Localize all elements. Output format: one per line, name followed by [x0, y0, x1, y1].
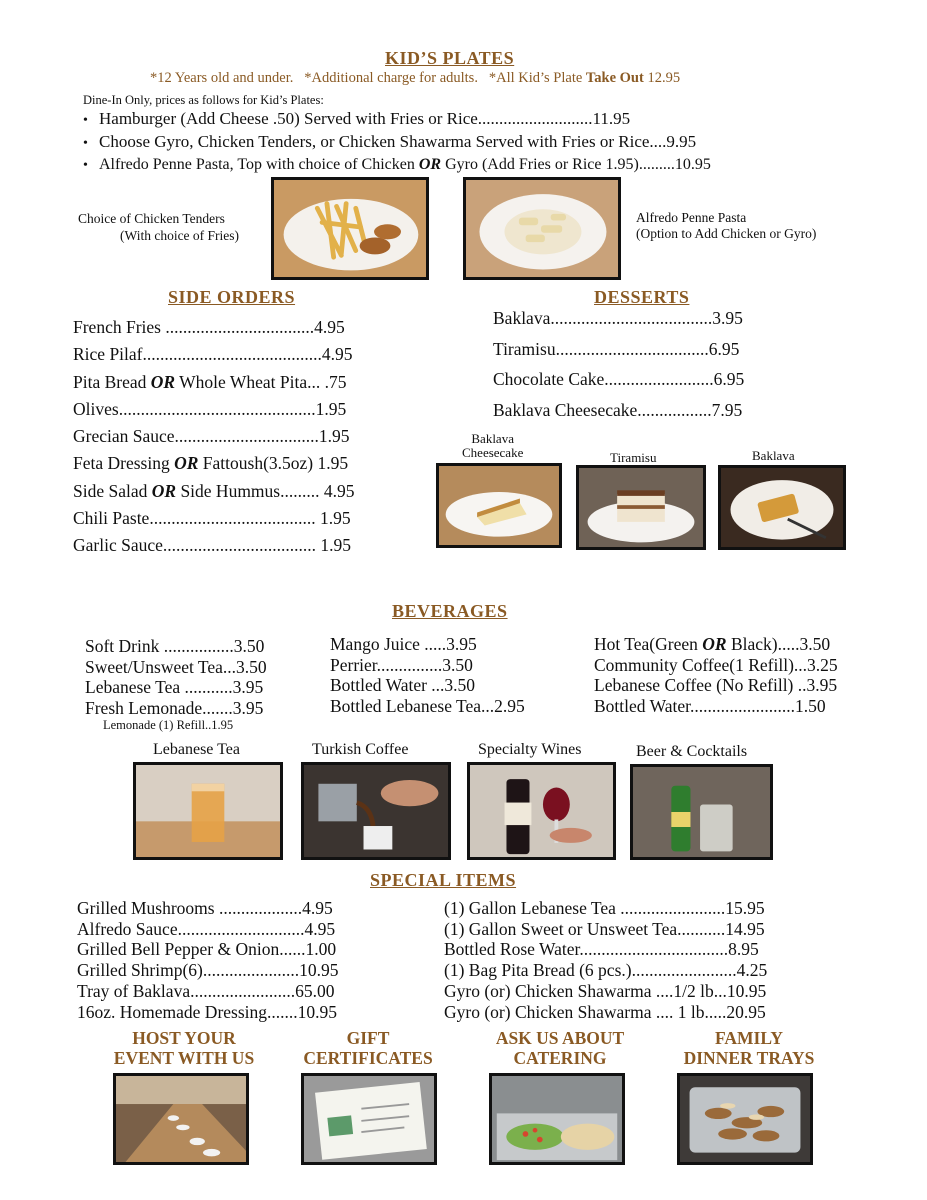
sides-list: [73, 314, 354, 560]
photo-catering: [489, 1073, 625, 1165]
special-item: Gyro (or) Chicken Shawarma ....1/2 lb...10.95: [444, 980, 767, 1001]
side-item: Feta Dressing OR Fattoush(3.5oz) 1.95: [73, 453, 349, 474]
beverages-col-2: [330, 634, 525, 716]
kids-notes: *12 Years old and under. *Additional charge for adults. *All Kid’s Plate Take Out 12.95: [150, 70, 681, 86]
beverage-item: Community Coffee(1 Refill)...3.25: [594, 654, 838, 675]
special-item: Grilled Bell Pepper & Onion......1.00: [77, 939, 337, 960]
photo-event-hall: [113, 1073, 249, 1165]
beverage-item: Sweet/Unsweet Tea...3.50: [85, 656, 267, 677]
promo-family-trays: FAMILY DINNER TRAYS: [683, 1028, 815, 1068]
side-item: Rice Pilaf.........................................4.95: [73, 344, 353, 365]
special-item: (1) Gallon Lebanese Tea ........................15.95: [444, 898, 765, 918]
special-item: Tray of Baklava........................65.00: [77, 980, 335, 1001]
beverage-item: Mango Juice .....3.95: [330, 634, 477, 654]
dessert-item: Chocolate Cake.........................6.95: [493, 369, 745, 389]
caption-turkish-coffee: Turkish Coffee: [312, 741, 409, 758]
caption-baklava: Baklava: [752, 448, 795, 463]
special-item: Alfredo Sauce.............................4.95: [77, 918, 336, 939]
caption-lebanese-tea: Lebanese Tea: [153, 741, 240, 758]
side-item: Pita Bread OR Whole Wheat Pita... .75: [73, 371, 347, 392]
caption-tiramisu: Tiramisu: [610, 450, 657, 465]
desserts-list: [493, 303, 744, 425]
promo-gift-certificates: GIFT CERTIFICATES: [303, 1028, 433, 1068]
dessert-item: Baklava Cheesecake.................7.95: [493, 399, 743, 420]
beverage-item: Perrier...............3.50: [330, 654, 473, 675]
beverage-item: Lebanese Tea ...........3.95: [85, 677, 264, 697]
special-item: Grilled Shrimp(6)......................10.95: [77, 960, 339, 981]
caption-chicken-tenders: Choice of Chicken Tenders (With choice of Fries): [78, 211, 240, 243]
photo-tiramisu: [576, 465, 706, 550]
caption-baklava-cheesecake: Baklava Cheesecake: [462, 431, 524, 460]
special-title: SPECIAL ITEMS: [370, 870, 517, 890]
photo-alfredo-pasta: [463, 177, 621, 280]
photo-baklava: [718, 465, 846, 550]
lemonade-refill-note: Lemonade (1) Refill..1.95: [103, 718, 234, 732]
photo-lebanese-tea: [133, 762, 283, 860]
promo-host-event: HOST YOUR EVENT WITH US: [113, 1028, 255, 1068]
caption-specialty-wines: Specialty Wines: [478, 741, 582, 758]
desserts-title: DESSERTS: [594, 287, 690, 307]
beverage-item: Bottled Water........................1.50: [594, 695, 826, 716]
caption-alfredo-pasta: Alfredo Penne Pasta (Option to Add Chicken or Gyro): [636, 210, 817, 241]
kids-item-gyro: • Choose Gyro, Chicken Tenders, or Chicken Shawarma Served with Fries or Rice....9.95: [83, 131, 711, 154]
special-item: 16oz. Homemade Dressing.......10.95: [77, 1001, 338, 1022]
special-item: Grilled Mushrooms ...................4.95: [77, 898, 333, 918]
caption-beer-cocktails: Beer & Cocktails: [636, 743, 748, 760]
dessert-item: Tiramisu...................................6.95: [493, 338, 740, 359]
side-item: French Fries ..................................4.95: [73, 317, 345, 337]
side-item: Grecian Sauce.................................1.95: [73, 426, 350, 447]
dessert-item: Baklava.....................................3.95: [493, 308, 743, 328]
photo-baklava-cheesecake: [436, 463, 562, 548]
special-item: (1) Bag Pita Bread (6 pcs.)........................4.25: [444, 960, 768, 981]
beverages-col-3: [594, 634, 838, 716]
kids-menu-list: [83, 108, 711, 176]
kids-dinein-note: Dine-In Only, prices as follows for Kid’s Plates:: [83, 93, 324, 107]
special-list-left: [77, 898, 339, 1022]
side-item: Chili Paste...................................... 1.95: [73, 508, 351, 529]
beverages-col-1: [85, 636, 267, 718]
beverage-item: Lebanese Coffee (No Refill) ..3.95: [594, 675, 838, 695]
sides-title: SIDE ORDERS: [168, 287, 296, 307]
special-item: Bottled Rose Water..................................8.95: [444, 939, 759, 960]
side-item: Side Salad OR Side Hummus......... 4.95: [73, 480, 355, 501]
kids-title: KID’S PLATES: [385, 48, 515, 68]
kids-item-alfredo: • Alfredo Penne Pasta, Top with choice of Chicken OR Gyro (Add Fries or Rice 1.95).........10.95: [83, 154, 711, 176]
side-item: Olives.............................................1.95: [73, 398, 347, 419]
promo-catering: ASK US ABOUT CATERING: [495, 1028, 625, 1068]
beverage-item: Bottled Water ...3.50: [330, 675, 476, 695]
photo-turkish-coffee: [301, 762, 451, 860]
photo-gift-certificate: [301, 1073, 437, 1165]
side-item: Garlic Sauce................................... 1.95: [73, 535, 352, 556]
special-list-right: [444, 898, 767, 1022]
beverage-item: Soft Drink ................3.50: [85, 636, 265, 656]
photo-family-tray: [677, 1073, 813, 1165]
beverages-title: BEVERAGES: [392, 601, 508, 621]
beverage-item: Bottled Lebanese Tea...2.95: [330, 695, 525, 716]
special-item: Gyro (or) Chicken Shawarma .... 1 lb.....20.95: [444, 1001, 766, 1022]
beverage-item: Fresh Lemonade.......3.95: [85, 697, 264, 718]
beverage-item: Hot Tea(Green OR Black).....3.50: [594, 634, 831, 654]
special-item: (1) Gallon Sweet or Unsweet Tea...........14.95: [444, 918, 765, 939]
kids-item-hamburger: • Hamburger (Add Cheese .50) Served with Fries or Rice...........................11.95: [83, 108, 711, 131]
photo-chicken-tenders: [271, 177, 429, 280]
photo-specialty-wines: [467, 762, 616, 860]
photo-beer-cocktails: [630, 764, 773, 860]
